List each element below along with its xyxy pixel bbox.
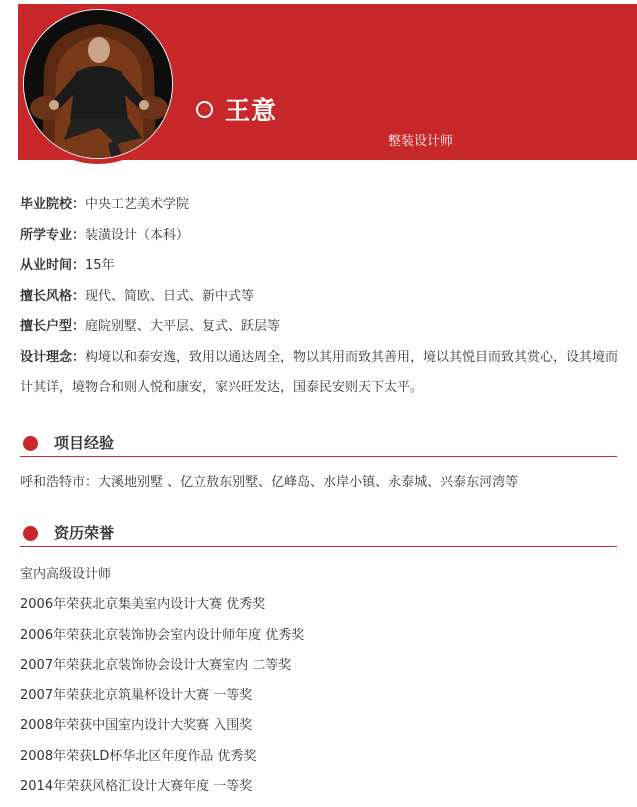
info-row-major <box>20 221 620 252</box>
info-label: 毕业院校： <box>20 197 86 212</box>
section-projects <box>20 432 617 457</box>
info-value: 装潢设计（本科） <box>85 227 190 243</box>
info-label: 擅长户型： <box>20 319 86 334</box>
info-row-style <box>20 282 620 313</box>
info-value: 15年 <box>85 258 115 273</box>
info-label: 从业时间： <box>20 258 86 273</box>
name-row <box>196 92 277 126</box>
list-item: 2008年荣获LD杯华北区年度作品 优秀奖 <box>20 748 257 764</box>
info-value: 庭院别墅、大平层、复式、跃层等 <box>85 319 281 334</box>
ring-icon <box>196 101 213 118</box>
list-item: 室内高级设计师 <box>20 567 112 582</box>
info-label: 所学专业： <box>20 227 86 243</box>
info-label: 擅长风格： <box>20 288 86 304</box>
designer-title: 整装设计师 <box>388 134 454 149</box>
list-item: 2007年荣获北京装饰协会设计大赛室内 二等奖 <box>20 657 292 673</box>
info-value: 中央工艺美术学院 <box>85 197 190 212</box>
avatar-photo <box>23 9 173 159</box>
info-value: 构境以和泰安逸，致用以通达周全，物以其用而致其善用，境以其悦目而致其赏心，设其境而计其详，境物合和则人悦和康安，家兴旺发达，国泰民安则天下太平。 <box>20 349 619 395</box>
projects-text: 呼和浩特市：大溪地别墅 、亿立敖东别墅、亿峰岛、水岸小镇、永泰城、兴泰东河湾等 <box>20 475 519 490</box>
list-item: 2006年荣获北京集美室内设计大赛 优秀奖 <box>20 597 266 613</box>
info-value: 现代、简欧、日式、新中式等 <box>85 288 255 304</box>
info-row-layout <box>20 312 620 343</box>
dot-icon <box>23 526 38 541</box>
designer-name: 王意 <box>225 96 278 125</box>
list-item: 2007年荣获北京筑巢杯设计大赛 一等奖 <box>20 688 253 704</box>
section-honors <box>20 522 617 547</box>
info-label: 设计理念： <box>20 349 86 365</box>
section-title: 资历荣誉 <box>54 524 115 542</box>
section-title: 项目经验 <box>54 434 115 452</box>
info-list <box>20 190 620 404</box>
list-item: 2006年荣获北京装饰协会室内设计师年度 优秀奖 <box>20 627 305 643</box>
info-row-experience <box>20 251 620 282</box>
list-item: 2014年荣获风格汇设计大赛年度 一等奖 <box>20 779 253 795</box>
honors-list <box>20 565 304 807</box>
info-row-philosophy <box>20 343 620 404</box>
dot-icon <box>23 436 38 451</box>
list-item: 2008年荣获中国室内设计大奖赛 入围奖 <box>20 718 253 734</box>
avatar <box>18 4 178 164</box>
info-row-school <box>20 190 620 221</box>
